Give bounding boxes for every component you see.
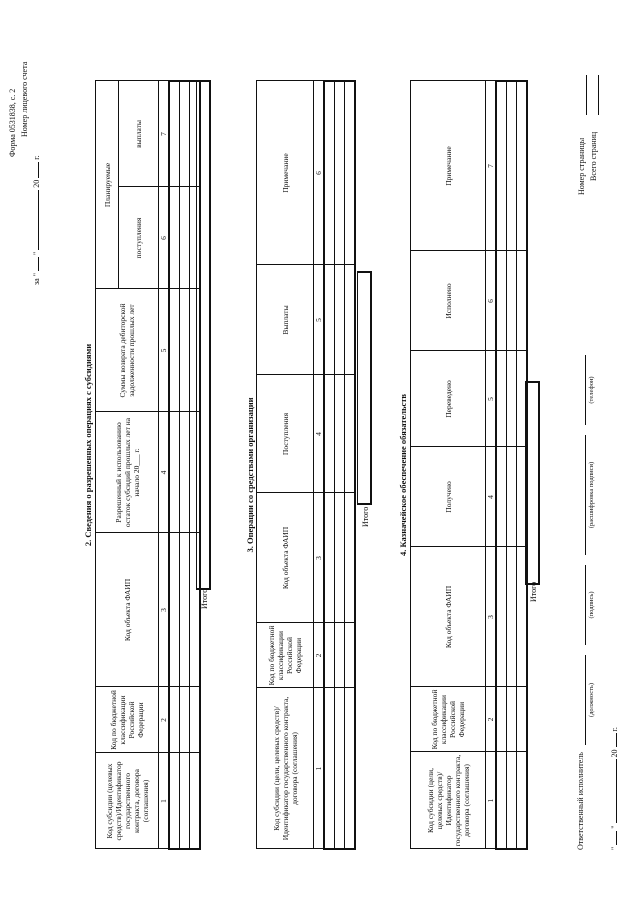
s3-num: 5 xyxy=(314,265,325,375)
s3-cell[interactable] xyxy=(345,265,356,375)
s3-cell[interactable] xyxy=(345,623,356,688)
section3-table xyxy=(256,80,356,850)
footer-quote-close: " xyxy=(610,825,619,829)
section3-title: 3. Операции со средствами организации xyxy=(245,397,255,553)
total-pages-line[interactable] xyxy=(598,75,599,115)
s4-cell[interactable] xyxy=(507,752,517,849)
s4-num: 4 xyxy=(486,447,497,547)
s2-total-cells[interactable] xyxy=(196,80,211,590)
s3-col-payments: Выплаты xyxy=(257,265,314,375)
s4-cell[interactable] xyxy=(517,251,528,351)
phone-label: (телефон) xyxy=(588,376,595,404)
s3-cell[interactable] xyxy=(324,81,335,265)
s4-cell[interactable] xyxy=(496,251,507,351)
quote-open: " xyxy=(32,273,41,277)
s2-num: 7 xyxy=(159,81,170,187)
decoding-label: (расшифровка подписи) xyxy=(588,461,595,529)
s4-cell[interactable] xyxy=(507,447,517,547)
decoding-line[interactable] xyxy=(585,435,586,555)
s4-cell[interactable] xyxy=(507,351,517,447)
s4-col-note: Примечание xyxy=(411,81,486,251)
footer-year-blank[interactable] xyxy=(616,733,617,747)
form-number: Форма 0531838, с. 2 xyxy=(8,88,17,157)
s2-num: 6 xyxy=(159,187,170,289)
s2-num: 2 xyxy=(159,687,170,753)
s3-cell[interactable] xyxy=(345,688,356,849)
s3-cell[interactable] xyxy=(335,493,345,623)
s3-cell[interactable] xyxy=(335,375,345,493)
s2-col-refund: Суммы возврата дебиторской задолженности прошлых лет xyxy=(96,289,159,412)
s2-cell[interactable] xyxy=(180,533,190,687)
s4-cell[interactable] xyxy=(507,687,517,752)
s3-col-kbk: Код по бюджетной классификации Российской Федерации xyxy=(257,623,314,688)
s2-col-planned: Планируемые xyxy=(96,81,119,289)
s3-cell[interactable] xyxy=(324,493,335,623)
s3-cell[interactable] xyxy=(324,375,335,493)
s3-num: 4 xyxy=(314,375,325,493)
s4-cell[interactable] xyxy=(496,447,507,547)
s4-num: 7 xyxy=(486,81,497,251)
s4-num: 6 xyxy=(486,251,497,351)
section2-title: 2. Сведения о разрешенных операциях с субсидиями xyxy=(83,343,93,547)
s2-col-code: Код субсидии (целевых средств)/Идентификатор государственного контракта, договора (соглашения) xyxy=(96,753,159,849)
s2-cell[interactable] xyxy=(169,753,180,849)
s2-cell[interactable] xyxy=(169,187,180,289)
s2-num: 1 xyxy=(159,753,170,849)
position-label: (должность) xyxy=(588,682,595,718)
s2-cell[interactable] xyxy=(180,81,190,187)
s4-cell[interactable] xyxy=(496,547,507,687)
page-number-label: Номер страницы xyxy=(577,137,586,195)
year-suffix: г. xyxy=(32,155,41,160)
footer-quote-open: " xyxy=(610,846,619,850)
signature-line[interactable] xyxy=(585,565,586,645)
s4-cell[interactable] xyxy=(496,81,507,251)
s2-cell[interactable] xyxy=(180,289,190,412)
s3-cell[interactable] xyxy=(324,265,335,375)
signature-label: (подпись) xyxy=(588,591,595,619)
section4-title: 4. Казначейское обеспечение обязательств xyxy=(398,393,408,557)
s2-cell[interactable] xyxy=(180,412,190,533)
s2-num: 3 xyxy=(159,533,170,687)
s4-col-code: Код субсидии (цели, целевых средств)/Идентификатор государственного контракта, договора (соглашения) xyxy=(411,752,486,849)
s4-num: 3 xyxy=(486,547,497,687)
s2-cell[interactable] xyxy=(190,753,201,849)
day-blank xyxy=(38,257,39,271)
s3-cell[interactable] xyxy=(345,81,356,265)
period-za: за xyxy=(32,278,41,285)
s2-col-planned-out: выплаты xyxy=(119,81,159,187)
s4-col-received: Получено xyxy=(411,447,486,547)
phone-line[interactable] xyxy=(585,355,586,425)
s4-col-executed: Исполнено xyxy=(411,251,486,351)
s2-cell[interactable] xyxy=(169,687,180,753)
year-blank xyxy=(38,162,39,178)
s4-cell[interactable] xyxy=(496,687,507,752)
s4-cell[interactable] xyxy=(517,752,528,849)
s3-col-code: Код субсидии (цели, целевых средств)/Идентификатор государственного контракта, договора (соглашения) xyxy=(257,688,314,849)
s2-col-planned-in: поступления xyxy=(119,187,159,289)
s4-col-kbk: Код по бюджетной классификации Российской Федерации xyxy=(411,687,486,752)
footer-year-prefix: 20 xyxy=(610,749,619,758)
period-line xyxy=(32,65,42,285)
s2-cell[interactable] xyxy=(190,687,201,753)
s3-cell[interactable] xyxy=(335,688,345,849)
footer-year-suffix: г. xyxy=(610,727,619,732)
section4-table xyxy=(410,80,528,850)
s2-col-faip: Код объекта ФАИП xyxy=(96,533,159,687)
s2-cell[interactable] xyxy=(180,753,190,849)
s4-col-transferred: Переведено xyxy=(411,351,486,447)
s4-cell[interactable] xyxy=(517,687,528,752)
s3-cell[interactable] xyxy=(324,623,335,688)
s2-cell[interactable] xyxy=(169,533,180,687)
s4-cell[interactable] xyxy=(507,81,517,251)
footer-date xyxy=(610,590,619,850)
section2-table xyxy=(95,80,201,850)
s3-num: 2 xyxy=(314,623,325,688)
s2-num: 5 xyxy=(159,289,170,412)
s2-cell[interactable] xyxy=(169,81,180,187)
footer-day-blank[interactable] xyxy=(616,831,617,845)
s3-num: 1 xyxy=(314,688,325,849)
s4-col-faip: Код объекта ФАИП xyxy=(411,547,486,687)
s3-cell[interactable] xyxy=(345,493,356,623)
s2-cell[interactable] xyxy=(169,289,180,412)
s2-total-label: Итого xyxy=(200,588,209,609)
s4-total-label: Итого xyxy=(529,581,538,602)
s4-cell[interactable] xyxy=(507,547,517,687)
account-label: Номер лицевого счета xyxy=(20,61,29,137)
s2-cell[interactable] xyxy=(180,687,190,753)
s2-cell[interactable] xyxy=(180,187,190,289)
s4-num: 5 xyxy=(486,351,497,447)
s2-cell[interactable] xyxy=(169,412,180,533)
quote-close: " xyxy=(32,251,41,256)
month-blank xyxy=(38,190,39,250)
s3-cell[interactable] xyxy=(335,265,345,375)
s3-col-income: Поступления xyxy=(257,375,314,493)
s3-num: 6 xyxy=(314,81,325,265)
s3-total-label: Итого xyxy=(361,506,370,527)
s3-col-note: Примечание xyxy=(257,81,314,265)
s3-cell[interactable] xyxy=(335,623,345,688)
s3-cell[interactable] xyxy=(335,81,345,265)
s4-total-cells[interactable] xyxy=(525,381,540,585)
s2-col-remainder: Разрешенный к использованию остаток субсидий прошлых лет на начало 20___ г. xyxy=(96,412,159,533)
s4-num: 1 xyxy=(486,752,497,849)
position-line[interactable] xyxy=(585,655,586,745)
s3-total-cells[interactable] xyxy=(357,271,372,505)
total-pages-label: Всего страниц xyxy=(589,131,598,181)
responsible-label: Ответственный исполнитель xyxy=(576,752,585,850)
s4-cell[interactable] xyxy=(507,251,517,351)
s3-num: 3 xyxy=(314,493,325,623)
s3-col-faip: Код объекта ФАИП xyxy=(257,493,314,623)
s4-num: 2 xyxy=(486,687,497,752)
s3-cell[interactable] xyxy=(324,688,335,849)
s4-cell[interactable] xyxy=(517,81,528,251)
s2-num: 4 xyxy=(159,412,170,533)
page-number-line[interactable] xyxy=(586,75,587,115)
s3-cell[interactable] xyxy=(345,375,356,493)
year-prefix: 20 xyxy=(32,179,41,188)
s4-cell[interactable] xyxy=(496,752,507,849)
s4-cell[interactable] xyxy=(496,351,507,447)
s2-col-kbk: Код по бюджетной классификации Российской Федерации xyxy=(96,687,159,753)
footer-month-blank[interactable] xyxy=(616,759,617,823)
